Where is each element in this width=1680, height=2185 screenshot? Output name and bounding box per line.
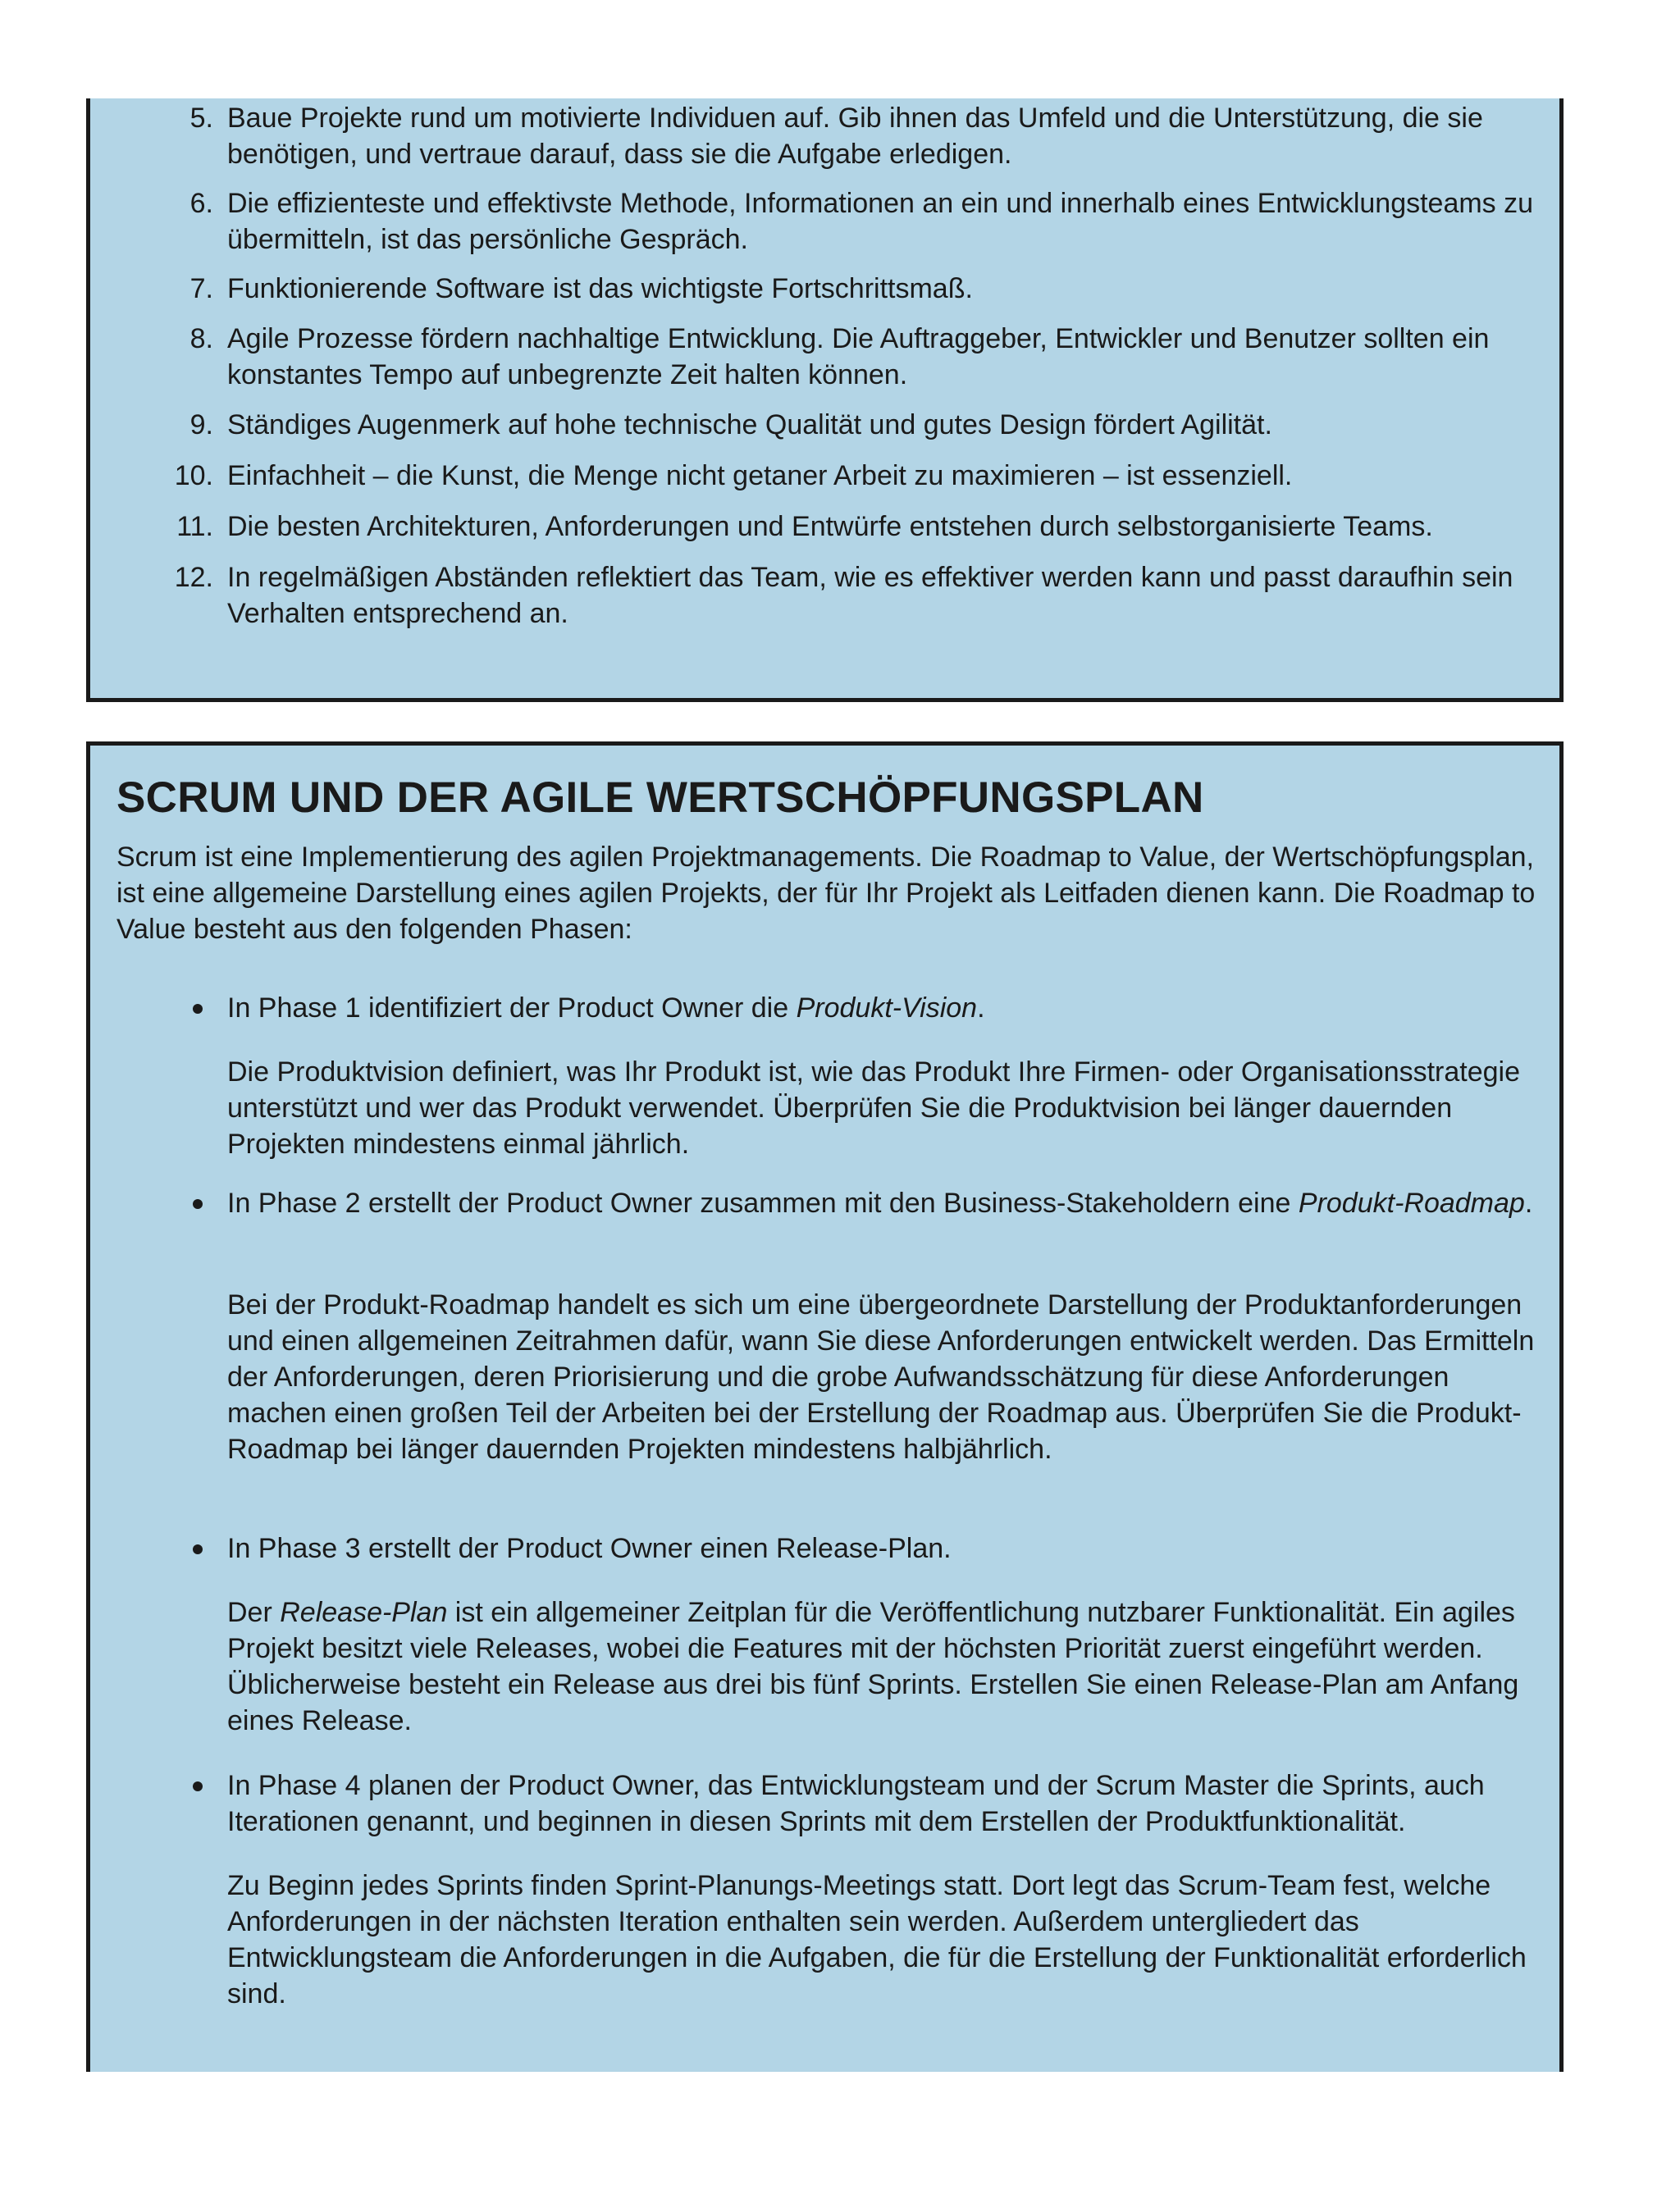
list-item-number: 6.	[189, 188, 213, 219]
scrum-roadmap-box	[86, 741, 1564, 2072]
list-item-text: Die besten Architekturen, Anforderungen und Entwürfe entstehen durch selbstorganisierte Teams.	[227, 511, 1433, 542]
phase-4-detail: Zu Beginn jedes Sprints finden Sprint-Planungs-Meetings statt. Dort legt das Scrum-Team fest, welche Anforderungen in der nächsten Iteration enthalten sein werden. Außerdem untergliedert das Entwicklungsteam die Anforderungen in die Aufgaben, die für die Erstellung der Funktionalität erforderlich sind.	[227, 1870, 1527, 2009]
list-item-text: In regelmäßigen Abständen reflektiert das Team, wie es effektiver werden kann und passt daraufhin sein Verhalten entsprechend an.	[227, 562, 1513, 629]
bullet-dot	[193, 1544, 203, 1554]
list-item-number: 8.	[189, 323, 213, 354]
phase-1-lead: In Phase 1 identifiziert der Product Owner die Produkt-Vision.	[227, 992, 985, 1024]
list-item-text: Die effizienteste und effektivste Methode, Informationen an ein und innerhalb eines Entwicklungsteams zu übermitteln, ist das persönliche Gespräch.	[227, 188, 1534, 255]
phase-1-detail: Die Produktvision definiert, was Ihr Produkt ist, wie das Produkt Ihre Firmen- oder Organisationsstrategie unterstützt und wer das Produkt verwendet. Überprüfen Sie die Produktvision bei länger dauernden Projekten mindestens einmal jährlich.	[227, 1056, 1521, 1160]
phase-3-lead: In Phase 3 erstellt der Product Owner einen Release-Plan.	[227, 1533, 952, 1564]
section-heading: SCRUM UND DER AGILE WERTSCHÖPFUNGSPLAN	[116, 773, 1204, 822]
list-item-text: Baue Projekte rund um motivierte Individuen auf. Gib ihnen das Umfeld und die Unterstützung, die sie benötigen, und vertraue darauf, dass sie die Aufgabe erledigen.	[227, 103, 1483, 170]
list-item-number: 7.	[189, 273, 213, 304]
phase-2-lead: In Phase 2 erstellt der Product Owner zusammen mit den Business-Stakeholdern eine Produkt-Roadmap.	[227, 1188, 1533, 1219]
list-item-text: Agile Prozesse fördern nachhaltige Entwicklung. Die Auftraggeber, Entwickler und Benutzer sollten ein konstantes Tempo auf unbegrenzte Zeit halten können.	[227, 323, 1490, 390]
list-item-text: Funktionierende Software ist das wichtigste Fortschrittsmaß.	[227, 273, 973, 304]
intro-paragraph: Scrum ist eine Implementierung des agilen Projektmanagements. Die Roadmap to Value, der Wertschöpfungsplan, ist eine allgemeine Darstellung eines agilen Projekts, der für Ihr Projekt als Leitfaden dienen kann. Die Roadmap to Value besteht aus den folgenden Phasen:	[116, 842, 1536, 945]
principles-box	[86, 98, 1564, 702]
list-item-text: Ständiges Augenmerk auf hohe technische Qualität und gutes Design fördert Agilität.	[227, 409, 1272, 440]
bullet-dot	[193, 1004, 203, 1014]
list-item-number: 10.	[174, 460, 213, 491]
list-item-number: 9.	[189, 409, 213, 440]
bullet-dot	[193, 1199, 203, 1209]
bullet-dot	[193, 1781, 203, 1791]
phase-2-detail: Bei der Produkt-Roadmap handelt es sich um eine übergeordnete Darstellung der Produktanforderungen und einen allgemeinen Zeitrahmen dafür, wann Sie diese Anforderungen entwickelt werden. Das Ermitteln der Anforderungen, deren Priorisierung und die grobe Aufwandsschätzung für diese Anforderungen machen einen großen Teil der Arbeiten bei der Erstellung der Roadmap aus. Überprüfen Sie die Produkt-Roadmap bei länger dauernden Projekten mindestens halbjährlich.	[227, 1289, 1535, 1465]
list-item-text: Einfachheit – die Kunst, die Menge nicht getaner Arbeit zu maximieren – ist essenziell.	[227, 460, 1293, 491]
phase-4-lead: In Phase 4 planen der Product Owner, das Entwicklungsteam und der Scrum Master die Sprints, auch Iterationen genannt, und beginnen in diesen Sprints mit dem Erstellen der Produktfunktionalität.	[227, 1770, 1485, 1837]
list-item-number: 5.	[189, 103, 213, 134]
list-item-number: 11.	[176, 511, 213, 542]
list-item-number: 12.	[174, 562, 213, 593]
phase-3-detail: Der Release-Plan ist ein allgemeiner Zeitplan für die Veröffentlichung nutzbarer Funktionalität. Ein agiles Projekt besitzt viele Releases, wobei die Features mit der höchsten Priorität zuerst eingeführt werden. Üblicherweise besteht ein Release aus drei bis fünf Sprints. Erstellen Sie einen Release-Plan am Anfang eines Release.	[227, 1597, 1519, 1736]
